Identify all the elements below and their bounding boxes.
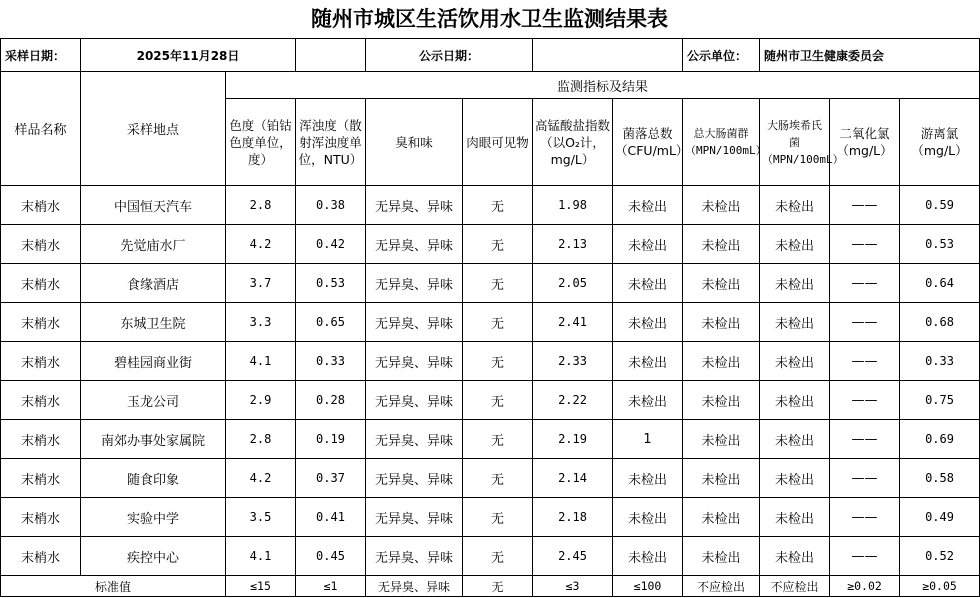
- standard-odor: 无异臭、异味: [366, 576, 463, 597]
- cell-odor: 无异臭、异味: [366, 381, 463, 420]
- cell-color: 2.8: [226, 186, 296, 225]
- standard-coliform: 不应检出: [683, 576, 760, 597]
- cell-visible: 无: [463, 420, 533, 459]
- cell-sample-name: 末梢水: [1, 381, 81, 420]
- cell-visible: 无: [463, 459, 533, 498]
- table-row: [1, 264, 980, 303]
- header-free-chlorine: 游离氯（mg/L）: [900, 99, 980, 186]
- cell-sample-location: 碧桂园商业街: [81, 342, 226, 381]
- meta-row: [1, 39, 980, 72]
- cell-sample-location: 玉龙公司: [81, 381, 226, 420]
- standard-color: ≤15: [226, 576, 296, 597]
- header-sample-name: 样品名称: [1, 72, 81, 186]
- cell-sample-name: 末梢水: [1, 342, 81, 381]
- cell-odor: 无异臭、异味: [366, 342, 463, 381]
- cell-ecoli: 未检出: [760, 225, 830, 264]
- standard-row: [1, 576, 980, 597]
- cell-colony: 未检出: [613, 264, 683, 303]
- cell-sample-name: 末梢水: [1, 459, 81, 498]
- standard-visible: 无: [463, 576, 533, 597]
- cell-odor: 无异臭、异味: [366, 303, 463, 342]
- standard-chlorine-dioxide: ≥0.02: [830, 576, 900, 597]
- cell-visible: 无: [463, 537, 533, 576]
- cell-colony: 未检出: [613, 303, 683, 342]
- cell-odor: 无异臭、异味: [366, 264, 463, 303]
- data-rows: [1, 186, 980, 576]
- cell-ecoli: 未检出: [760, 420, 830, 459]
- cell-colony: 未检出: [613, 225, 683, 264]
- cell-chlorine-dioxide: ——: [830, 342, 900, 381]
- cell-coliform: 未检出: [683, 420, 760, 459]
- cell-colony: 未检出: [613, 537, 683, 576]
- header-colony-count: 菌落总数（CFU/mL）: [613, 99, 683, 186]
- header-permanganate: 高锰酸盐指数（以O₂计，mg/L）: [533, 99, 613, 186]
- cell-chlorine-dioxide: ——: [830, 459, 900, 498]
- header-sample-location: 采样地点: [81, 72, 226, 186]
- cell-ecoli: 未检出: [760, 459, 830, 498]
- publish-unit-label: 公示单位：: [683, 39, 760, 72]
- page-title: 随州市城区生活饮用水卫生监测结果表: [311, 6, 668, 31]
- cell-permanganate: 2.45: [533, 537, 613, 576]
- sample-date-value: 2025年11月28日: [81, 39, 296, 72]
- cell-permanganate: 2.13: [533, 225, 613, 264]
- standard-ecoli: 不应检出: [760, 576, 830, 597]
- cell-turbidity: 0.38: [296, 186, 366, 225]
- cell-permanganate: 2.41: [533, 303, 613, 342]
- cell-free-chlorine: 0.59: [900, 186, 980, 225]
- cell-chlorine-dioxide: ——: [830, 498, 900, 537]
- cell-sample-location: 随食印象: [81, 459, 226, 498]
- header-color: 色度（铂钴色度单位，度）: [226, 99, 296, 186]
- cell-coliform: 未检出: [683, 459, 760, 498]
- standard-label: 标准值: [1, 576, 226, 597]
- cell-turbidity: 0.45: [296, 537, 366, 576]
- cell-visible: 无: [463, 303, 533, 342]
- header-row-group: [1, 72, 980, 99]
- cell-sample-name: 末梢水: [1, 537, 81, 576]
- cell-ecoli: 未检出: [760, 303, 830, 342]
- cell-visible: 无: [463, 186, 533, 225]
- cell-sample-name: 末梢水: [1, 225, 81, 264]
- cell-permanganate: 2.22: [533, 381, 613, 420]
- table-row: [1, 342, 980, 381]
- standard-free-chlorine: ≥0.05: [900, 576, 980, 597]
- cell-odor: 无异臭、异味: [366, 537, 463, 576]
- table-row: [1, 225, 980, 264]
- cell-turbidity: 0.33: [296, 342, 366, 381]
- cell-turbidity: 0.19: [296, 420, 366, 459]
- standard-turbidity: ≤1: [296, 576, 366, 597]
- cell-sample-name: 末梢水: [1, 498, 81, 537]
- cell-turbidity: 0.53: [296, 264, 366, 303]
- cell-free-chlorine: 0.33: [900, 342, 980, 381]
- cell-sample-location: 中国恒天汽车: [81, 186, 226, 225]
- cell-coliform: 未检出: [683, 264, 760, 303]
- cell-coliform: 未检出: [683, 498, 760, 537]
- cell-free-chlorine: 0.75: [900, 381, 980, 420]
- header-indicators-group: 监测指标及结果: [226, 72, 980, 99]
- cell-color: 2.9: [226, 381, 296, 420]
- cell-color: 4.1: [226, 342, 296, 381]
- publish-unit-value: 随州市卫生健康委员会: [760, 39, 980, 72]
- cell-free-chlorine: 0.49: [900, 498, 980, 537]
- table-row: [1, 186, 980, 225]
- cell-free-chlorine: 0.53: [900, 225, 980, 264]
- cell-ecoli: 未检出: [760, 186, 830, 225]
- cell-permanganate: 2.14: [533, 459, 613, 498]
- cell-ecoli: 未检出: [760, 342, 830, 381]
- cell-permanganate: 1.98: [533, 186, 613, 225]
- cell-sample-location: 先觉庙水厂: [81, 225, 226, 264]
- cell-visible: 无: [463, 225, 533, 264]
- results-table: [0, 38, 980, 597]
- cell-free-chlorine: 0.52: [900, 537, 980, 576]
- cell-chlorine-dioxide: ——: [830, 303, 900, 342]
- cell-free-chlorine: 0.68: [900, 303, 980, 342]
- table-row: [1, 420, 980, 459]
- table-row: [1, 303, 980, 342]
- cell-permanganate: 2.33: [533, 342, 613, 381]
- cell-color: 3.7: [226, 264, 296, 303]
- cell-odor: 无异臭、异味: [366, 459, 463, 498]
- cell-visible: 无: [463, 342, 533, 381]
- table-row: [1, 459, 980, 498]
- publish-date-value: [533, 39, 683, 72]
- cell-coliform: 未检出: [683, 303, 760, 342]
- cell-colony: 未检出: [613, 342, 683, 381]
- cell-sample-name: 末梢水: [1, 303, 81, 342]
- cell-coliform: 未检出: [683, 225, 760, 264]
- standard-colony: ≤100: [613, 576, 683, 597]
- cell-chlorine-dioxide: ——: [830, 225, 900, 264]
- cell-permanganate: 2.19: [533, 420, 613, 459]
- table-row: [1, 537, 980, 576]
- cell-sample-name: 末梢水: [1, 264, 81, 303]
- cell-ecoli: 未检出: [760, 264, 830, 303]
- cell-colony: 未检出: [613, 186, 683, 225]
- cell-color: 4.2: [226, 225, 296, 264]
- cell-colony: 未检出: [613, 459, 683, 498]
- cell-ecoli: 未检出: [760, 381, 830, 420]
- header-visible-matter: 肉眼可见物: [463, 99, 533, 186]
- table-row: [1, 498, 980, 537]
- cell-ecoli: 未检出: [760, 498, 830, 537]
- cell-chlorine-dioxide: ——: [830, 264, 900, 303]
- header-odor: 臭和味: [366, 99, 463, 186]
- cell-color: 4.1: [226, 537, 296, 576]
- cell-permanganate: 2.05: [533, 264, 613, 303]
- cell-chlorine-dioxide: ——: [830, 381, 900, 420]
- cell-coliform: 未检出: [683, 537, 760, 576]
- cell-coliform: 未检出: [683, 186, 760, 225]
- sample-date-label: 采样日期：: [1, 39, 81, 72]
- standard-permanganate: ≤3: [533, 576, 613, 597]
- cell-color: 3.5: [226, 498, 296, 537]
- cell-chlorine-dioxide: ——: [830, 186, 900, 225]
- cell-turbidity: 0.28: [296, 381, 366, 420]
- cell-coliform: 未检出: [683, 342, 760, 381]
- cell-sample-location: 南郊办事处家属院: [81, 420, 226, 459]
- cell-sample-location: 实验中学: [81, 498, 226, 537]
- cell-free-chlorine: 0.58: [900, 459, 980, 498]
- cell-ecoli: 未检出: [760, 537, 830, 576]
- cell-turbidity: 0.41: [296, 498, 366, 537]
- cell-sample-location: 疾控中心: [81, 537, 226, 576]
- cell-odor: 无异臭、异味: [366, 420, 463, 459]
- cell-turbidity: 0.42: [296, 225, 366, 264]
- cell-free-chlorine: 0.64: [900, 264, 980, 303]
- cell-sample-location: 东城卫生院: [81, 303, 226, 342]
- cell-turbidity: 0.65: [296, 303, 366, 342]
- cell-odor: 无异臭、异味: [366, 186, 463, 225]
- cell-turbidity: 0.37: [296, 459, 366, 498]
- cell-chlorine-dioxide: ——: [830, 537, 900, 576]
- publish-date-label: 公示日期：: [366, 39, 533, 72]
- cell-chlorine-dioxide: ——: [830, 420, 900, 459]
- cell-visible: 无: [463, 498, 533, 537]
- cell-free-chlorine: 0.69: [900, 420, 980, 459]
- cell-odor: 无异臭、异味: [366, 225, 463, 264]
- cell-sample-name: 末梢水: [1, 186, 81, 225]
- cell-visible: 无: [463, 264, 533, 303]
- cell-odor: 无异臭、异味: [366, 498, 463, 537]
- cell-sample-location: 食缘酒店: [81, 264, 226, 303]
- cell-permanganate: 2.18: [533, 498, 613, 537]
- header-turbidity: 浑浊度（散射浑浊度单位，NTU）: [296, 99, 366, 186]
- cell-sample-name: 末梢水: [1, 420, 81, 459]
- header-chlorine-dioxide: 二氧化氯（mg/L）: [830, 99, 900, 186]
- cell-colony: 1: [613, 420, 683, 459]
- header-ecoli: 大肠埃希氏菌（MPN/100mL）: [760, 99, 830, 186]
- cell-color: 2.8: [226, 420, 296, 459]
- cell-coliform: 未检出: [683, 381, 760, 420]
- cell-color: 3.3: [226, 303, 296, 342]
- cell-visible: 无: [463, 381, 533, 420]
- table-row: [1, 381, 980, 420]
- cell-colony: 未检出: [613, 381, 683, 420]
- cell-color: 4.2: [226, 459, 296, 498]
- header-total-coliform: 总大肠菌群（MPN/100mL）: [683, 99, 760, 186]
- cell-colony: 未检出: [613, 498, 683, 537]
